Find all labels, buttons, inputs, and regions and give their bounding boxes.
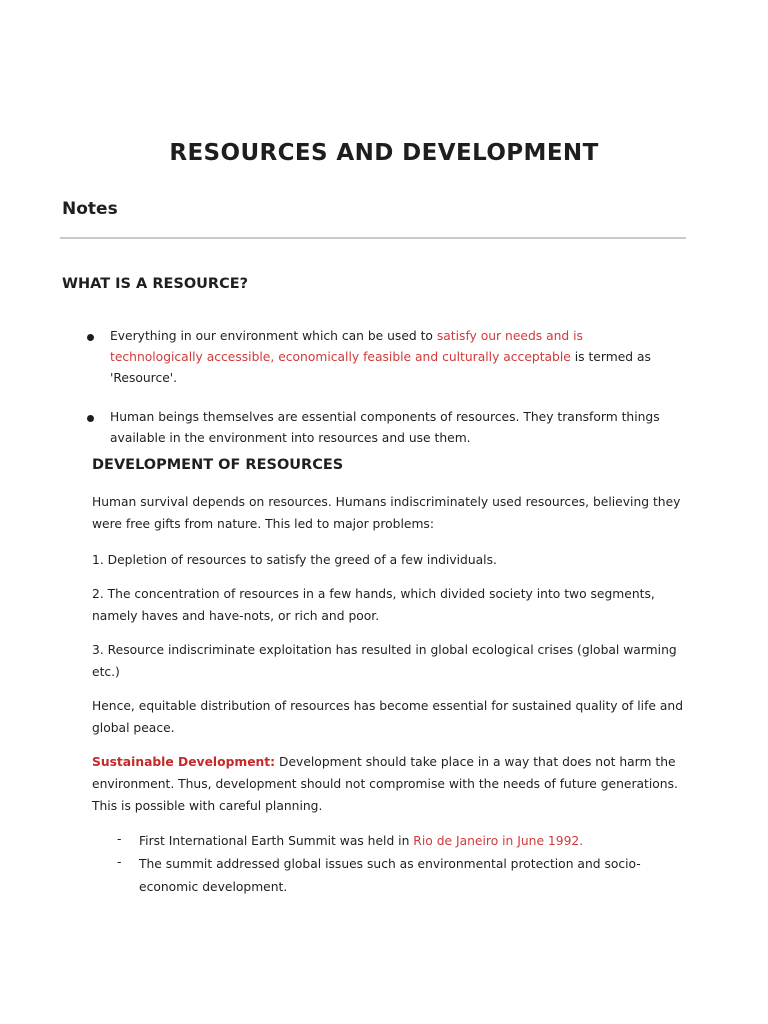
list-item: [110, 407, 670, 449]
list-item: [139, 853, 699, 899]
bullet-text-end: is termed as 'Resource'.: [110, 350, 651, 385]
paragraph-conclusion: Hence, equitable distribution of resources has become essential for sustained quality of life and global peace.: [92, 699, 684, 735]
bullet-text: Human beings themselves are essential components of resources. They transform things available in the environment into resources and use them.: [110, 410, 660, 445]
bullet-text: Everything in our environment which can be used to: [110, 329, 437, 343]
paragraph-point-2: 2. The concentration of resources in a few hands, which divided society into two segments, namely haves and have-nots, or rich and poor.: [92, 587, 655, 623]
dash-item-text: The summit addressed global issues such as environmental protection and socio-economic development.: [139, 857, 641, 894]
bullet-highlight: satisfy our needs and is technologically accessible, economically feasible and culturally acceptable: [110, 329, 583, 364]
notes-label: Notes: [62, 199, 118, 219]
dash-bullet-icon: -: [117, 832, 122, 846]
dash-item-highlight: Rio de Janeiro in June 1992.: [413, 834, 584, 848]
divider: [60, 237, 686, 239]
bullet-dot-icon: [87, 415, 94, 422]
paragraph-point-1: 1. Depletion of resources to satisfy the greed of a few individuals.: [92, 553, 497, 567]
sustainable-development-text: Development should take place in a way that does not harm the environment. Thus, development should not compromise with the needs of future generations. This is possible with careful planning.: [92, 755, 678, 813]
paragraph-sustainable-development: [92, 751, 704, 817]
sustainable-development-label: Sustainable Development:: [92, 755, 276, 769]
dash-bullet-icon: -: [117, 855, 122, 869]
bullet-dot-icon: [87, 334, 94, 341]
paragraph-point-3: 3. Resource indiscriminate exploitation has resulted in global ecological crises (global warming etc.): [92, 643, 677, 679]
section-heading-development: DEVELOPMENT OF RESOURCES: [92, 457, 344, 473]
paragraph-intro: Human survival depends on resources. Humans indiscriminately used resources, believing they were free gifts from nature. This led to major problems:: [92, 495, 681, 531]
list-item: [110, 326, 670, 389]
page-title: RESOURCES AND DEVELOPMENT: [169, 140, 599, 166]
dash-item-text: First International Earth Summit was held in: [139, 834, 414, 848]
section-heading-what-is-resource: WHAT IS A RESOURCE?: [62, 276, 249, 292]
list-item: [139, 830, 699, 853]
